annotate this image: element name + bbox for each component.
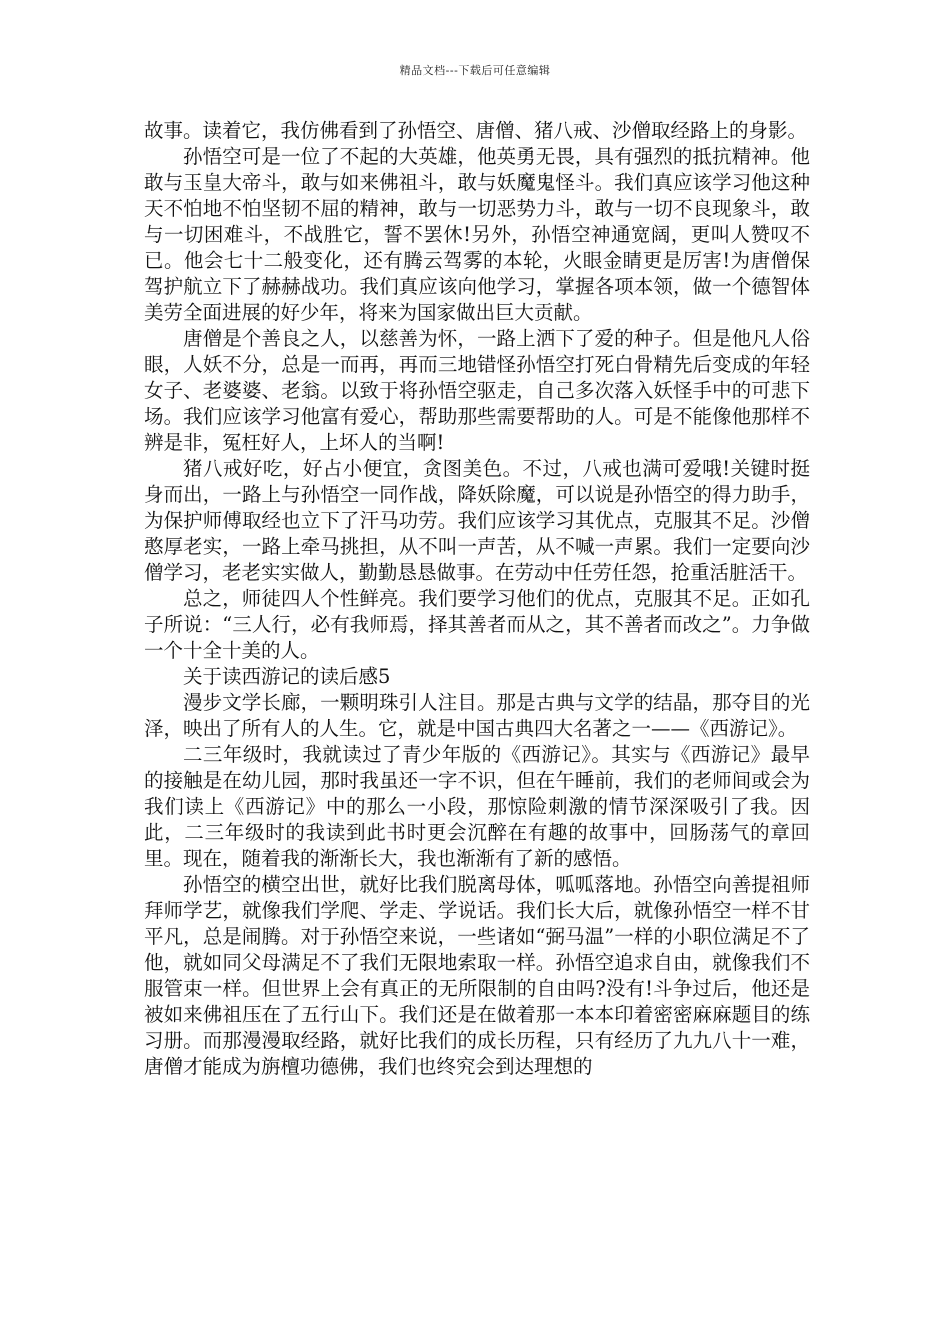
paragraph: 孙悟空的横空出世，就好比我们脱离母体，呱呱落地。孙悟空向善提祖师拜师学艺，就像我们学爬、学走、学说话。我们长大后，就像孙悟空一样不甘平凡，总是闹腾。对于孙悟空来说，一些诸如“弼马温”一样的小职位满足不了他，就如同父母满足不了我们无限地索取一样。孙悟空追求自由，就像我们不服管束一样。但世界上会有真正的无所限制的自由吗?没有!斗争过后，他还是被如来佛祖压在了五行山下。我们还是在做着那一本本印着密密麻麻题目的练习册。而那漫漫取经路，就好比我们的成长历程，只有经历了九九八十一难，唐僧才能成为旃檀功德佛，我们也终究会到达理想的	[144, 873, 810, 1078]
paragraph: 故事。读着它，我仿佛看到了孙悟空、唐僧、猪八戒、沙僧取经路上的身影。	[144, 119, 808, 142]
paragraph: 孙悟空可是一位了不起的大英雄，他英勇无畏，具有强烈的抵抗精神。他敢与玉皇大帝斗，敢与如来佛祖斗，敢与妖魔鬼怪斗。我们真应该学习他这种天不怕地不怕坚韧不屈的精神，敢与一切恶势力斗，敢与一切不良现象斗，敢与一切困难斗，不战胜它，誓不罢休!另外，孙悟空神通宽阔，更叫人赞叹不已。他会七十二般变化，还有腾云驾雾的本轮，火眼金睛更是厉害!为唐僧保驾护航立下了赫赫战功。我们真应该向他学习，掌握各项本领，做一个德智体美劳全面进展的好少年，将来为国家做出巨大贡献。	[144, 145, 810, 324]
paragraph: 猪八戒好吃，好占小便宜，贪图美色。不过，八戒也满可爱哦!关键时挺身而出，一路上与孙悟空一同作战，降妖除魔，可以说是孙悟空的得力助手，为保护师傅取经也立下了汗马功劳。我们应该学习其优点，克服其不足。沙僧憨厚老实，一路上牵马挑担，从不叫一声苦，从不喊一声累。我们一定要向沙僧学习，老老实实做人，勤勤恳恳做事。在劳动中任劳任怨，抢重活脏活干。	[144, 457, 810, 584]
header-note: 精品文档---下载后可任意编辑	[399, 64, 551, 77]
paragraph: 二三年级时，我就读过了青少年版的《西游记》。其实与《西游记》最早的接触是在幼儿园，那时我虽还一字不识，但在午睡前，我们的老师间或会为我们读上《西游记》中的那么一小段，那惊险刺激的情节深深吸引了我。因此，二三年级时的我读到此书时更会沉醉在有趣的故事中，回肠荡气的章回里。现在，随着我的渐渐长大，我也渐渐有了新的感悟。	[144, 743, 810, 870]
paragraph: 总之，师徒四人个性鲜亮。我们要学习他们的优点，克服其不足。正如孔子所说：“三人行，必有我师焉，择其善者而从之，其不善者而改之”。力争做一个十全十美的人。	[144, 587, 810, 662]
body-text	[144, 118, 810, 1080]
paragraph: 唐僧是个善良之人，以慈善为怀，一路上洒下了爱的种子。但是他凡人俗眼，人妖不分，总是一而再，再而三地错怪孙悟空打死白骨精先后变成的年轻女子、老婆婆、老翁。以致于将孙悟空驱走，自己多次落入妖怪手中的可悲下场。我们应该学习他富有爱心，帮助那些需要帮助的人。可是不能像他那样不辨是非，冤枉好人，上坏人的当啊!	[144, 327, 810, 454]
section-heading: 关于读西游记的读后感5	[183, 665, 391, 688]
paragraph: 漫步文学长廊，一颗明珠引人注目。那是古典与文学的结晶，那夺目的光泽，映出了所有人的人生。它，就是中国古典四大名著之一——《西游记》。	[144, 691, 810, 740]
